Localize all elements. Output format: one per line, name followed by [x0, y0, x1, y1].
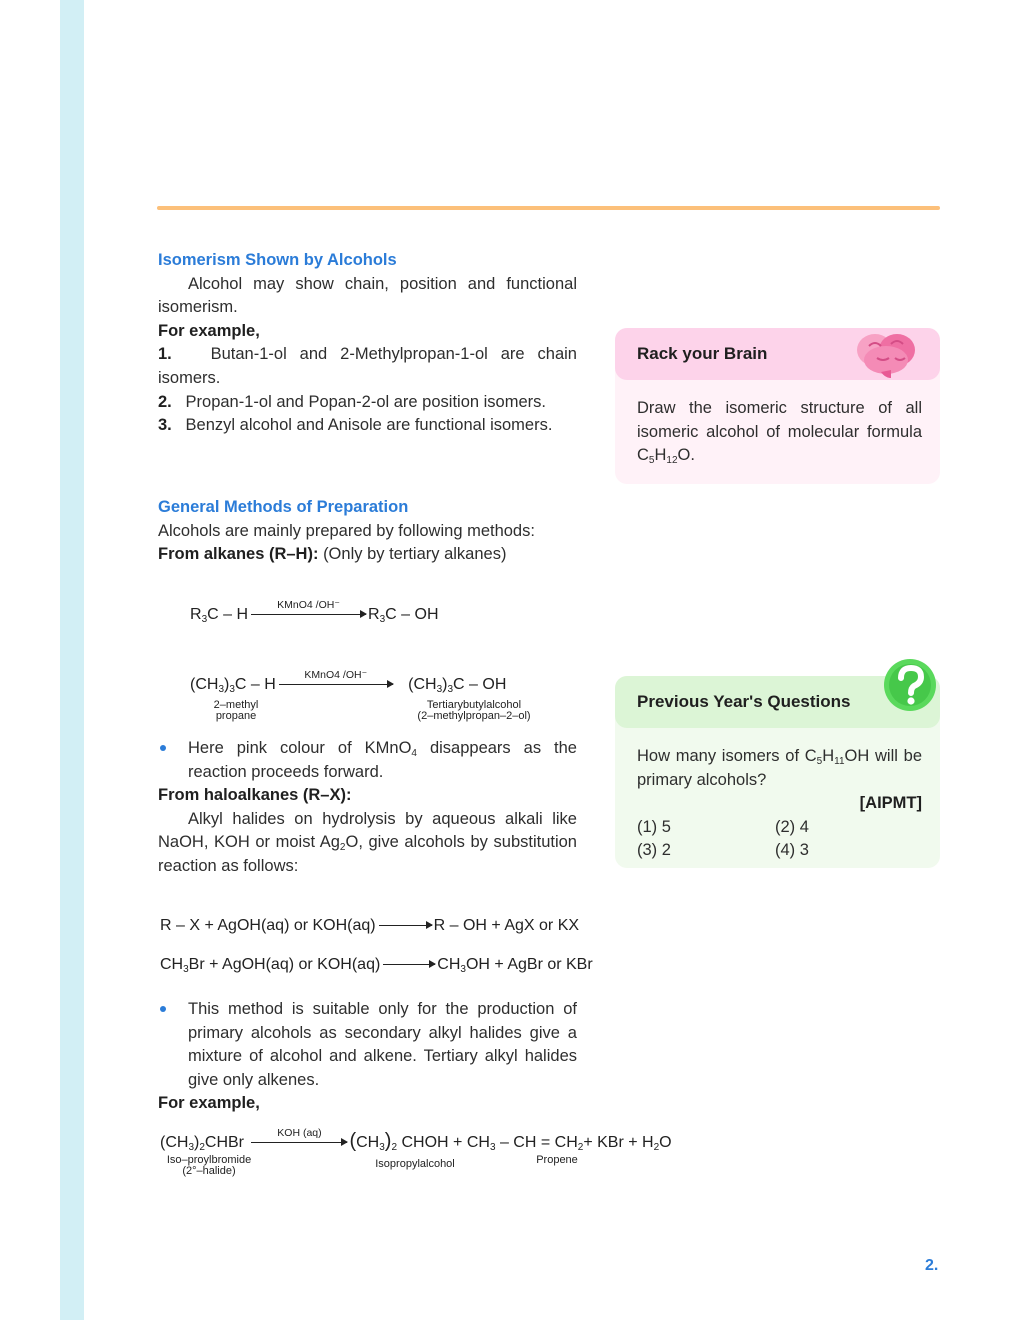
answer-options — [637, 816, 922, 863]
header-divider — [157, 206, 940, 210]
equation-label: Propene — [536, 1154, 578, 1166]
brain-icon — [855, 328, 919, 382]
section-heading: General Methods of Preparation — [158, 498, 409, 516]
bullet-point: This method is suitable only for the production of primary alcohols as secondary alkyl halides give a mixture of alcohol and alkene. Tertiary alkyl halides give only alkenes. — [158, 998, 577, 1092]
section-haloalkanes — [158, 737, 577, 879]
list-item: 2. Propan-1-ol and Popan-2-ol are position isomers. — [158, 392, 546, 411]
equation-label: Isopropylalcohol — [375, 1158, 455, 1170]
paragraph: Alcohol may show chain, position and functional isomerism. — [158, 274, 577, 317]
section-isomerism — [158, 249, 577, 438]
box-question — [615, 728, 940, 880]
page-number: 2. — [925, 1257, 939, 1274]
equation-label: Tertiarybutylalcohol (2–methylpropan–2–ol) — [417, 699, 531, 722]
list-item: 3. Benzyl alcohol and Anisole are functional isomers. — [158, 416, 553, 435]
previous-year-questions-box — [615, 676, 940, 868]
side-stripe — [60, 0, 84, 1320]
option: (3) 2 — [637, 841, 671, 860]
paragraph: Alcohols are mainly prepared by following methods: — [158, 521, 535, 540]
paragraph: Alkyl halides on hydrolysis by aqueous alkali like NaOH, KOH or moist $Ag_2O$, give alcohols by substitution reaction as follows: — [158, 809, 577, 875]
equation-5: $(CH_3)_2CHBr$ KOH (aq) $(CH_3)_2$ CHOH + $CH_3$ – CH = $CH_2+$ KBr + $H_2O$ — [160, 1127, 672, 1153]
example-label: For example, — [158, 1094, 260, 1113]
rack-your-brain-box — [615, 328, 940, 484]
option: (1) 5 — [637, 817, 671, 836]
option: (4) 3 — [775, 841, 809, 860]
subheading-haloalkanes: From haloalkanes (R–X): — [158, 786, 352, 805]
equation-4: $CH_3Br$ + AgOH(aq) or KOH(aq) $CH_3OH$ + AgBr or KBr — [160, 956, 593, 975]
example-label: For example, — [158, 321, 260, 340]
bullet-point: Here pink colour of KMnO$_4$ disappears as the reaction proceeds forward. — [158, 737, 577, 784]
box-title: Rack your Brain — [615, 328, 940, 380]
equation-2: $(CH_3)_3C$ – H KMnO4 /OH⁻ $(CH_3)_3C$ – OH — [190, 669, 507, 695]
subheading-alkanes: From alkanes (R–H): (Only by tertiary alkanes) — [158, 545, 507, 564]
question-text: How many isomers of $C_5H_{11}OH$ will be primary alcohols? — [637, 747, 922, 789]
question-source: [AIPMT] — [859, 794, 922, 813]
section-heading: Isomerism Shown by Alcohols — [158, 251, 397, 269]
list-item: 1. Butan-1-ol and 2-Methylpropan-1-ol are chain isomers. — [158, 345, 577, 387]
box-text: Draw the isomeric structure of all isomeric alcohol of molecular formula $C_5H_{12}O$. — [637, 399, 922, 467]
equation-1: $R_3C$ – H KMnO4 /OH⁻ $R_3C$ – OH — [190, 599, 439, 625]
equation-label: Iso–proylbromide (2°–halide) — [166, 1154, 252, 1177]
option: (2) 4 — [775, 817, 809, 836]
question-mark-icon — [883, 658, 937, 712]
box-title: Previous Year's Questions — [615, 676, 940, 728]
equation-3: R – X + AgOH(aq) or KOH(aq) R – OH + AgX or KX — [160, 917, 580, 934]
equation-label: 2–methyl propane — [213, 699, 259, 722]
section-preparation — [158, 496, 577, 567]
section-method-note — [158, 998, 577, 1116]
